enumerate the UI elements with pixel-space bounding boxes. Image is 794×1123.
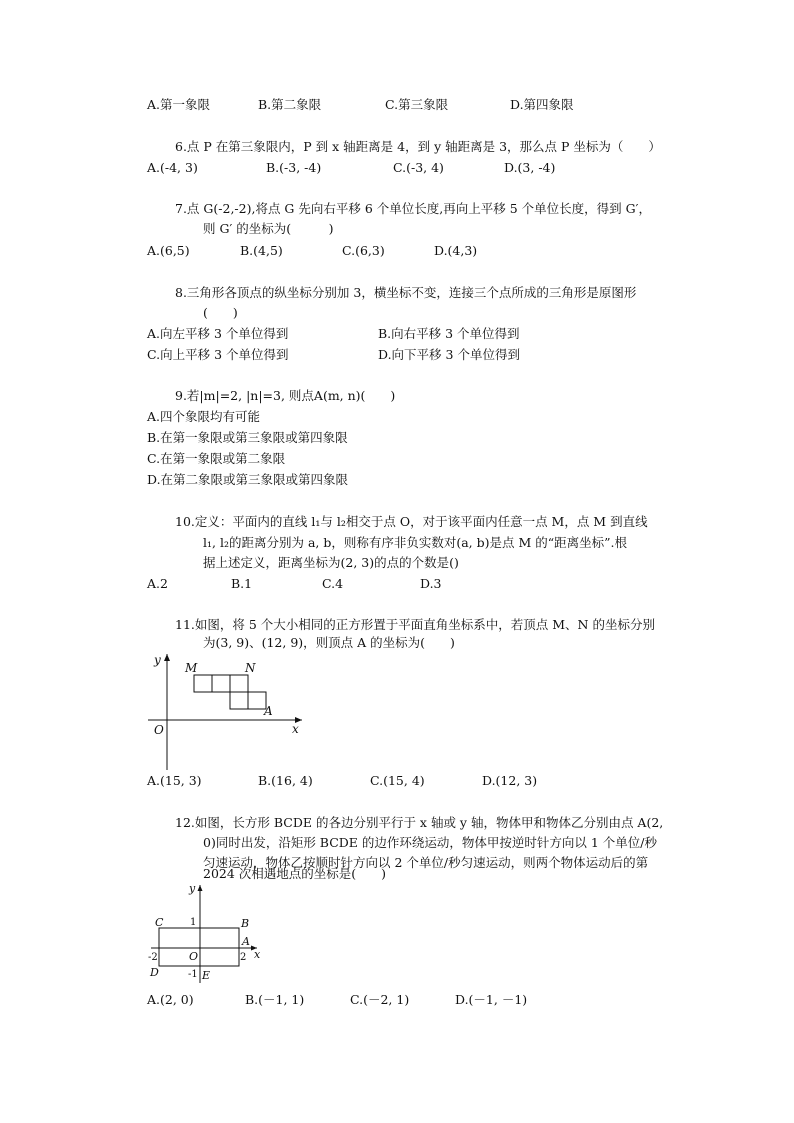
q11-label-x: x	[292, 722, 299, 736]
q8-stem-line2: ( )	[203, 305, 238, 320]
q7-stem-line2: 则 G′ 的坐标为( )	[203, 221, 334, 236]
q6-option-a: A.(-4, 3)	[147, 160, 198, 175]
q9-option-c: C.在第一象限或第二象限	[147, 451, 286, 466]
q5-option-a: A.第一象限	[147, 97, 211, 112]
q8-option-a: A.向左平移 3 个单位得到	[147, 326, 289, 341]
q10-stem-line1: 10.定义：平面内的直线 l₁与 l₂相交于点 O，对于该平面内任意一点 M，点 M 到直线	[175, 514, 648, 529]
q12-label-two: 2	[240, 952, 247, 963]
q8-option-b: B.向右平移 3 个单位得到	[378, 326, 520, 341]
q11-label-a: A	[264, 704, 273, 718]
q11-label-o: O	[154, 723, 164, 737]
q9-option-d: D.在第二象限或第三象限或第四象限	[147, 472, 349, 487]
q5-option-d: D.第四象限	[510, 97, 574, 112]
q12-label-a: A	[242, 935, 250, 948]
q11-stem-line1: 11.如图，将 5 个大小相同的正方形置于平面直角坐标系中，若顶点 M、N 的坐标分别	[175, 617, 655, 632]
q7-option-d: D.(4,3)	[434, 243, 478, 258]
q8-option-c: C.向上平移 3 个单位得到	[147, 347, 289, 362]
q11-square	[194, 675, 212, 692]
q11-square	[212, 675, 230, 692]
q10-option-a: A.2	[147, 576, 168, 591]
q12-label-one: 1	[190, 917, 197, 928]
q12-label-e: E	[202, 969, 211, 982]
q12-label-b: B	[241, 917, 250, 930]
q12-label-d: D	[150, 966, 159, 979]
q11-stem-line2: 为(3, 9)、(12, 9)，则顶点 A 的坐标为( )	[203, 635, 455, 650]
q12-label-o: O	[189, 950, 199, 963]
q6-option-c: C.(-3, 4)	[393, 160, 444, 175]
q11-label-n: N	[245, 661, 256, 675]
q9-option-b: B.在第一象限或第三象限或第四象限	[147, 430, 348, 445]
q11-figure	[140, 650, 310, 772]
q10-stem-line3: 据上述定义，距离坐标为(2, 3)的点的个数是()	[203, 555, 459, 570]
q12-label-neg-one: -1	[188, 969, 198, 980]
q10-stem-line2: l₁, l₂的距离分别为 a, b，则称有序非负实数对(a, b)是点 M 的“距离坐标”.根	[203, 535, 627, 550]
q12-label-c: C	[155, 916, 164, 929]
q12-label-neg-two: -2	[148, 952, 158, 963]
q7-option-c: C.(6,3)	[342, 243, 385, 258]
q12-stem-line2: 0)同时出发，沿矩形 BCDE 的边作环绕运动，物体甲按逆时针方向以 1 个单位/秒	[203, 835, 658, 850]
q11-label-m: M	[185, 661, 198, 675]
q10-option-b: B.1	[231, 576, 253, 591]
q5-option-c: C.第三象限	[385, 97, 449, 112]
q11-option-b: B.(16, 4)	[258, 773, 313, 788]
q12-rectangle-bcde	[159, 928, 239, 966]
q7-stem-line1: 7.点 G(-2,-2),将点 G 先向右平移 6 个单位长度,再向上平移 5 个单位长度，得到 G′，	[175, 201, 651, 216]
q12-option-d: D.(－1, －1)	[455, 992, 528, 1007]
q12-option-c: C.(－2, 1)	[350, 992, 410, 1007]
q6-option-b: B.(-3, -4)	[266, 160, 322, 175]
q5-option-b: B.第二象限	[258, 97, 322, 112]
q12-figure	[143, 880, 273, 985]
q11-option-d: D.(12, 3)	[482, 773, 538, 788]
q10-option-c: C.4	[322, 576, 344, 591]
q12-option-a: A.(2, 0)	[147, 992, 194, 1007]
q11-square	[230, 675, 248, 692]
q11-label-y: y	[154, 653, 161, 667]
q7-option-a: A.(6,5)	[147, 243, 190, 258]
q12-label-x: x	[254, 948, 261, 961]
q9-stem: 9.若|m|=2, |n|=3, 则点A(m, n)( )	[175, 388, 396, 403]
q9-option-a: A.四个象限均有可能	[147, 409, 261, 424]
q8-option-d: D.向下平移 3 个单位得到	[378, 347, 520, 362]
q10-option-d: D.3	[420, 576, 442, 591]
q12-stem-line4: 2024 次相遇地点的坐标是( )	[203, 866, 387, 881]
q11-option-a: A.(15, 3)	[147, 773, 202, 788]
q6-stem: 6.点 P 在第三象限内，P 到 x 轴距离是 4，到 y 轴距离是 3，那么点 P 坐标为（ ）	[175, 139, 661, 154]
q12-stem-line3: 匀速运动，物体乙按顺时针方向以 2 个单位/秒匀速运动，则两个物体运动后的第	[203, 855, 649, 870]
q11-option-c: C.(15, 4)	[370, 773, 425, 788]
q11-square	[230, 692, 248, 709]
q12-label-y: y	[189, 882, 196, 895]
q7-option-b: B.(4,5)	[240, 243, 283, 258]
q8-stem-line1: 8.三角形各顶点的纵坐标分别加 3，横坐标不变，连接三个点所成的三角形是原图形	[175, 285, 637, 300]
q12-option-b: B.(－1, 1)	[245, 992, 305, 1007]
q6-option-d: D.(3, -4)	[504, 160, 556, 175]
q12-stem-line1: 12.如图，长方形 BCDE 的各边分别平行于 x 轴或 y 轴，物体甲和物体乙分别由点 A(2,	[175, 815, 664, 830]
